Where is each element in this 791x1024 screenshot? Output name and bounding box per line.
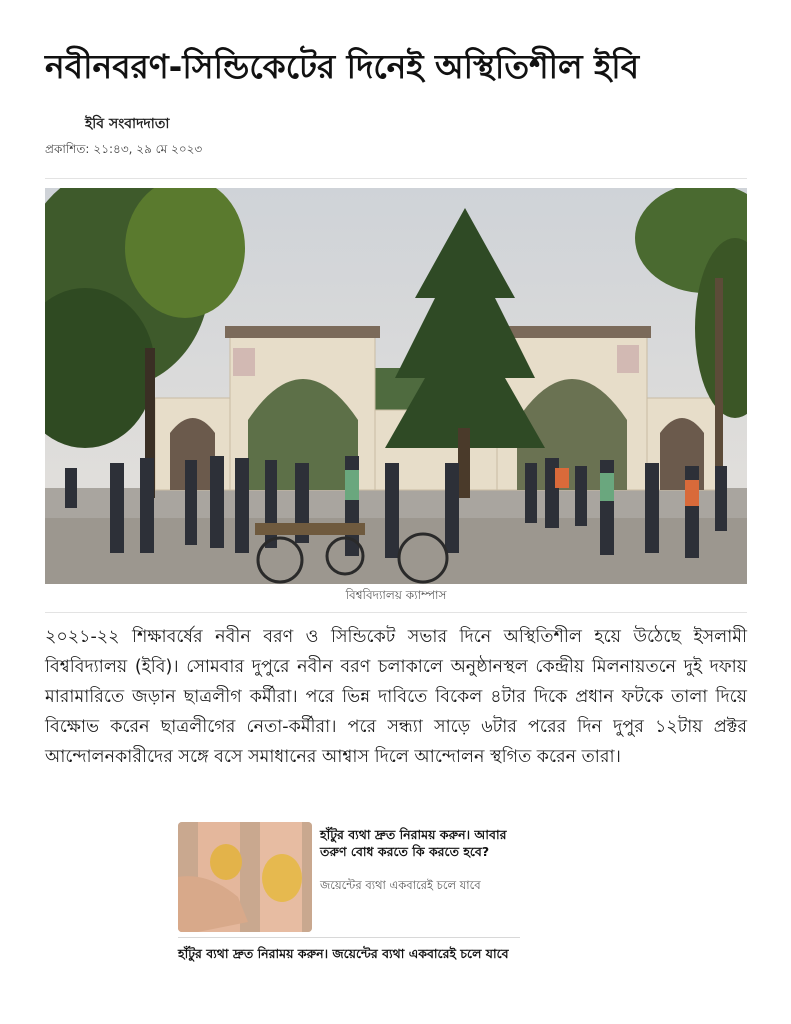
ad-bottom-link[interactable]: হাঁটুর ব্যথা দ্রুত নিরাময় করুন। জয়েন্টের ব্যথা একবারেই চলে যাবে bbox=[178, 946, 509, 961]
article-photo[interactable] bbox=[45, 188, 747, 584]
published-value: ২১:৪৩, ২৯ মে ২০২৩ bbox=[93, 142, 203, 156]
article-body: ২০২১-২২ শিক্ষাবর্ষের নবীন বরণ ও সিন্ডিকেট সভার দিনে অস্থিতিশীল হয়ে উঠেছে ইসলামী বিশ্ববিদ্যালয় (ইবি)। সোমবার দুপুরে নবীন বরণ চলাকালে অনুষ্ঠানস্থল কেন্দ্রীয় মিলনায়তনে দুই দফায় মারামারিতে জড়ান ছাত্রলীগ কর্মীরা। পরে ভিন্ন দাবিতে বিকেল ৪টার দিকে প্রধান ফটকে তালা দিয়ে বিক্ষোভ করেন ছাত্রলীগের নেতা-কর্মীরা। পরে সন্ধ্যা সাড়ে ৬টার পরের দিন দুপুর ১২টায় প্রক্টর আন্দোলনকারীদের সঙ্গে বসে সমাধানের আশ্বাস দিলে আন্দোলন স্থগিত করেন তারা। bbox=[45, 627, 747, 767]
article-headline: নবীনবরণ-সিন্ডিকেটের দিনেই অস্থিতিশীল ইবি bbox=[45, 47, 640, 86]
knee-patch-illustration bbox=[178, 822, 312, 932]
article-author[interactable]: ইবি সংবাদদাতা bbox=[85, 116, 170, 132]
published-label: প্রকাশিত: bbox=[45, 142, 90, 156]
ad-knee-image[interactable] bbox=[178, 822, 312, 932]
published-date bbox=[45, 141, 202, 161]
campus-gate-illustration bbox=[45, 188, 747, 584]
photo-caption: বিশ্ববিদ্যালয় ক্যাম্পাস bbox=[345, 588, 447, 602]
divider bbox=[45, 612, 747, 613]
ad-title[interactable]: হাঁটুর ব্যথা দ্রুত নিরাময় করুন। আবার তরুণ বোধ করতে কি করতে হবে? bbox=[320, 827, 507, 859]
ad-subtitle[interactable]: জয়েন্টের ব্যথা একবারেই চলে যাবে bbox=[320, 878, 481, 892]
divider bbox=[178, 937, 520, 938]
sponsored-ad[interactable] bbox=[178, 822, 520, 937]
divider bbox=[45, 178, 747, 179]
